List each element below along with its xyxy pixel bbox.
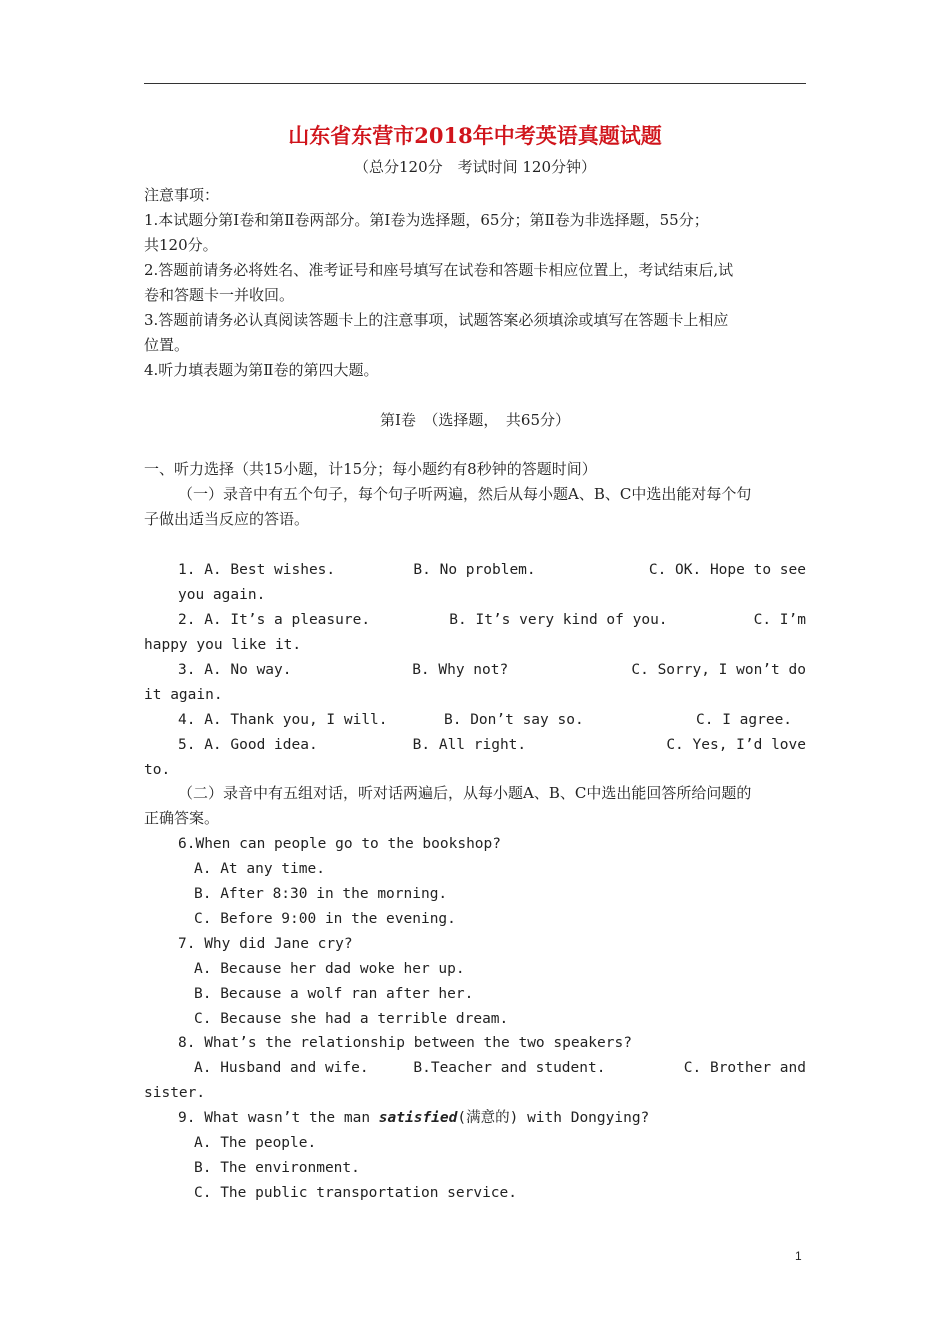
q1-option-b: B. No problem.	[413, 562, 536, 578]
question-3	[178, 659, 806, 681]
notice-item-2: 2.答题前请务必将姓名、准考证号和座号填写在试卷和答题卡相应位置上，考试结束后,试	[144, 261, 734, 279]
page-number: 1	[795, 1249, 802, 1263]
question-2	[178, 609, 806, 631]
q5-continuation: to.	[144, 762, 171, 778]
notice-item-2-cont: 卷和答题卡一并收回。	[144, 286, 295, 304]
q6-stem: 6.When can people go to the bookshop?	[178, 836, 502, 852]
notice-item-1-cont: 共120分。	[144, 236, 218, 254]
q8-options	[194, 1057, 806, 1079]
q5-option-c: C. Yes, I’d love	[666, 737, 806, 753]
q9-stem	[178, 1107, 806, 1129]
notice-item-4: 4.听力填表题为第Ⅱ卷的第四大题。	[144, 361, 379, 379]
q8-continuation: sister.	[144, 1085, 206, 1101]
q2-continuation: happy you like it.	[144, 637, 302, 653]
q6-option-c: C. Before 9:00 in the evening.	[194, 911, 456, 927]
part1-heading: 第Ⅰ卷 （选择题， 共65分）	[379, 411, 570, 429]
q8-option-c: C. Brother and	[683, 1060, 806, 1076]
notice-item-3: 3.答题前请务必认真阅读答题卡上的注意事项，试题答案必须填涂或填写在答题卡上相应	[144, 311, 729, 329]
notice-item-1: 1.本试题分第Ⅰ卷和第Ⅱ卷两部分。第Ⅰ卷为选择题，65分；第Ⅱ卷为非选择题，55分；	[144, 211, 709, 229]
sub1-instruction: （一）录音中有五个句子，每个句子听两遍，然后从每小题A、B、C中选出能对每个句	[178, 485, 752, 503]
q7-option-a: A. Because her dad woke her up.	[194, 961, 465, 977]
question-1	[178, 559, 806, 581]
q3-continuation: it again.	[144, 687, 223, 703]
q8-stem: 8. What’s the relationship between the two speakers?	[178, 1035, 632, 1051]
question-5	[178, 734, 806, 756]
q7-stem: 7. Why did Jane cry?	[178, 936, 353, 952]
sub2-instruction-cont: 正确答案。	[144, 809, 220, 827]
q3-option-b: B. Why not?	[412, 662, 509, 678]
notice-heading: 注意事项：	[144, 186, 220, 204]
q4-option-b: B. Don’t say so.	[444, 712, 584, 728]
notice-item-3-cont: 位置。	[144, 336, 190, 354]
q4-option-a: 4. A. Thank you, I will.	[178, 712, 388, 728]
q1-option-c: C. OK. Hope to see	[648, 562, 806, 578]
q5-option-b: B. All right.	[412, 737, 527, 753]
page-title: 山东省东营市2018年中考英语真题试题	[288, 123, 662, 148]
q6-option-b: B. After 8:30 in the morning.	[194, 886, 448, 902]
sub2-instruction: （二）录音中有五组对话，听对话两遍后，从每小题A、B、C中选出能回答所给问题的	[178, 784, 752, 802]
q3-option-c: C. Sorry, I won’t do	[631, 662, 806, 678]
q9-option-a: A. The people.	[194, 1135, 317, 1151]
q9-stem-pre: 9. What wasn’t the man	[178, 1110, 379, 1126]
q8-option-a: A. Husband and wife.	[194, 1060, 369, 1076]
exam-info: （总分120分 考试时间 120分钟）	[353, 158, 597, 176]
q2-option-a: 2. A. It’s a pleasure.	[178, 612, 371, 628]
q5-option-a: 5. A. Good idea.	[178, 737, 318, 753]
q8-option-b: B.Teacher and student.	[413, 1060, 606, 1076]
q1-option-a: 1. A. Best wishes.	[178, 562, 336, 578]
section1-heading: 一、听力选择（共15小题，计15分；每小题约有8秒钟的答题时间）	[144, 460, 597, 478]
sub1-instruction-cont: 子做出适当反应的答语。	[144, 510, 310, 528]
q9-option-b: B. The environment.	[194, 1160, 360, 1176]
question-4	[178, 709, 806, 731]
q2-option-c: C. I’m	[753, 612, 806, 628]
q2-option-b: B. It’s very kind of you.	[449, 612, 668, 628]
q7-option-b: B. Because a wolf ran after her.	[194, 986, 474, 1002]
q7-option-c: C. Because she had a terrible dream.	[194, 1011, 509, 1027]
q3-option-a: 3. A. No way.	[178, 662, 292, 678]
header-rule	[144, 83, 806, 84]
q6-option-a: A. At any time.	[194, 861, 325, 877]
q9-stem-post: (满意的) with Dongying?	[457, 1110, 650, 1126]
q9-keyword: satisfied	[378, 1110, 458, 1126]
q1-continuation: you again.	[178, 587, 266, 603]
q9-option-c: C. The public transportation service.	[194, 1185, 518, 1201]
q4-option-c: C. I agree.	[696, 712, 793, 728]
